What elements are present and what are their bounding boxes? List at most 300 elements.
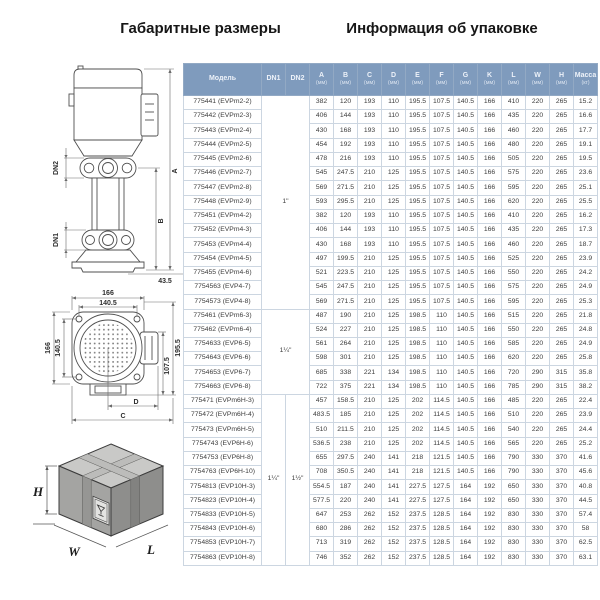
box-label-w: W <box>68 544 80 559</box>
pump-top-view-drawing <box>28 286 188 434</box>
dim-label-base: 43.5 <box>158 278 172 285</box>
model-cell: 775454 (EVPm4-5) <box>184 252 262 266</box>
value-cell: 210 <box>358 281 382 295</box>
value-cell: 370 <box>550 523 574 537</box>
value-cell: 655 <box>310 451 334 465</box>
value-cell: 210 <box>358 266 382 280</box>
value-cell: 58 <box>574 523 598 537</box>
value-cell: 265 <box>550 195 574 209</box>
table-row <box>184 238 598 252</box>
value-cell: 24.8 <box>574 323 598 337</box>
value-cell: 330 <box>526 494 550 508</box>
value-cell: 152 <box>382 523 406 537</box>
spec-table <box>183 63 598 566</box>
value-cell: 23.9 <box>574 409 598 423</box>
value-cell: 140.5 <box>454 309 478 323</box>
col-header-E: E (мм) <box>406 64 430 96</box>
table-row <box>184 494 598 508</box>
value-cell: 110 <box>430 337 454 351</box>
value-cell: 457 <box>310 394 334 408</box>
value-cell: 265 <box>550 337 574 351</box>
value-cell: 220 <box>526 152 550 166</box>
value-cell: 152 <box>382 551 406 565</box>
value-cell: 23.9 <box>574 252 598 266</box>
col-header-B: B (мм) <box>334 64 358 96</box>
value-cell: 166 <box>478 167 502 181</box>
value-cell: 240 <box>358 451 382 465</box>
value-cell: 220 <box>526 352 550 366</box>
value-cell: 107.5 <box>430 181 454 195</box>
value-cell: 193 <box>358 152 382 166</box>
value-cell: 460 <box>502 238 526 252</box>
value-cell: 198.5 <box>406 380 430 394</box>
value-cell: 140.5 <box>454 195 478 209</box>
value-cell: 218 <box>406 466 430 480</box>
value-cell: 265 <box>550 252 574 266</box>
value-cell: 330 <box>526 480 550 494</box>
value-cell: 237.5 <box>406 551 430 565</box>
value-cell: 140.5 <box>454 466 478 480</box>
value-cell: 35.8 <box>574 366 598 380</box>
value-cell: 315 <box>550 380 574 394</box>
value-cell: 192 <box>478 480 502 494</box>
value-cell: 195.5 <box>406 281 430 295</box>
value-cell: 247.5 <box>334 281 358 295</box>
value-cell: 265 <box>550 295 574 309</box>
value-cell: 62.5 <box>574 537 598 551</box>
dn-cell: 1¼" <box>262 309 310 394</box>
value-cell: 221 <box>358 380 382 394</box>
model-cell: 775442 (EVPm2-3) <box>184 110 262 124</box>
value-cell: 198.5 <box>406 337 430 351</box>
value-cell: 125 <box>382 437 406 451</box>
value-cell: 41.6 <box>574 451 598 465</box>
value-cell: 237.5 <box>406 508 430 522</box>
value-cell: 265 <box>550 96 574 110</box>
value-cell: 45.6 <box>574 466 598 480</box>
value-cell: 141 <box>382 480 406 494</box>
dn-cell: 1" <box>262 96 310 310</box>
model-cell: 775441 (EVPm2-2) <box>184 96 262 110</box>
value-cell: 125 <box>382 295 406 309</box>
value-cell: 110 <box>430 323 454 337</box>
value-cell: 25.1 <box>574 181 598 195</box>
value-cell: 227.5 <box>406 494 430 508</box>
value-cell: 240 <box>358 494 382 508</box>
value-cell: 830 <box>502 551 526 565</box>
value-cell: 166 <box>478 238 502 252</box>
value-cell: 21.8 <box>574 309 598 323</box>
value-cell: 319 <box>334 537 358 551</box>
value-cell: 190 <box>334 309 358 323</box>
table-row <box>184 466 598 480</box>
table-row <box>184 224 598 238</box>
value-cell: 220 <box>526 252 550 266</box>
value-cell: 240 <box>358 480 382 494</box>
value-cell: 265 <box>550 224 574 238</box>
value-cell: 195.5 <box>406 238 430 252</box>
model-cell: 775453 (EVPm4-4) <box>184 238 262 252</box>
value-cell: 25.8 <box>574 352 598 366</box>
value-cell: 330 <box>526 451 550 465</box>
value-cell: 650 <box>502 494 526 508</box>
value-cell: 478 <box>310 152 334 166</box>
value-cell: 22.4 <box>574 394 598 408</box>
value-cell: 264 <box>334 337 358 351</box>
packaging-box-drawing <box>33 430 193 566</box>
value-cell: 435 <box>502 110 526 124</box>
value-cell: 164 <box>454 480 478 494</box>
value-cell: 430 <box>310 238 334 252</box>
model-cell: 775445 (EVPm2-6) <box>184 152 262 166</box>
value-cell: 25.3 <box>574 295 598 309</box>
value-cell: 575 <box>502 281 526 295</box>
value-cell: 202 <box>406 437 430 451</box>
model-cell: 7754853 (EVP10H-7) <box>184 537 262 551</box>
value-cell: 620 <box>502 352 526 366</box>
value-cell: 63.1 <box>574 551 598 565</box>
value-cell: 140.5 <box>454 423 478 437</box>
value-cell: 598 <box>310 352 334 366</box>
value-cell: 350.5 <box>334 466 358 480</box>
value-cell: 406 <box>310 110 334 124</box>
value-cell: 166 <box>478 409 502 423</box>
value-cell: 460 <box>502 124 526 138</box>
value-cell: 107.5 <box>430 152 454 166</box>
value-cell: 125 <box>382 352 406 366</box>
value-cell: 220 <box>526 323 550 337</box>
value-cell: 554.5 <box>310 480 334 494</box>
value-cell: 24.9 <box>574 337 598 351</box>
value-cell: 192 <box>478 508 502 522</box>
value-cell: 187 <box>334 480 358 494</box>
value-cell: 220 <box>526 124 550 138</box>
value-cell: 220 <box>526 167 550 181</box>
value-cell: 210 <box>358 295 382 309</box>
value-cell: 410 <box>502 209 526 223</box>
value-cell: 107.5 <box>430 281 454 295</box>
table-row <box>184 209 598 223</box>
col-header-Модель: Модель <box>184 64 262 96</box>
value-cell: 195.5 <box>406 209 430 223</box>
model-cell: 7754843 (EVP10H-6) <box>184 523 262 537</box>
value-cell: 192 <box>334 138 358 152</box>
value-cell: 221 <box>358 366 382 380</box>
value-cell: 370 <box>550 551 574 565</box>
value-cell: 220 <box>526 195 550 209</box>
value-cell: 265 <box>550 181 574 195</box>
value-cell: 166 <box>478 96 502 110</box>
table-row <box>184 451 598 465</box>
value-cell: 265 <box>550 394 574 408</box>
value-cell: 193 <box>358 96 382 110</box>
value-cell: 265 <box>550 152 574 166</box>
value-cell: 140.5 <box>454 281 478 295</box>
value-cell: 195.5 <box>406 224 430 238</box>
value-cell: 382 <box>310 209 334 223</box>
dim-label-width-outer: 166 <box>102 290 114 297</box>
model-cell: 7754823 (EVP10H-4) <box>184 494 262 508</box>
value-cell: 238 <box>334 437 358 451</box>
value-cell: 192 <box>478 494 502 508</box>
value-cell: 107.5 <box>430 110 454 124</box>
value-cell: 125 <box>382 195 406 209</box>
value-cell: 227.5 <box>406 480 430 494</box>
value-cell: 220 <box>526 266 550 280</box>
model-cell: 775447 (EVPm2-8) <box>184 181 262 195</box>
value-cell: 140.5 <box>454 209 478 223</box>
value-cell: 140.5 <box>454 380 478 394</box>
value-cell: 140.5 <box>454 366 478 380</box>
value-cell: 647 <box>310 508 334 522</box>
value-cell: 195.5 <box>406 252 430 266</box>
value-cell: 410 <box>502 96 526 110</box>
col-header-H: H (мм) <box>550 64 574 96</box>
value-cell: 253 <box>334 508 358 522</box>
value-cell: 140.5 <box>454 352 478 366</box>
dim-label-dn1: DN1 <box>53 232 60 248</box>
model-cell: 7754563 (EVP4-7) <box>184 281 262 295</box>
value-cell: 144 <box>334 110 358 124</box>
value-cell: 240 <box>358 466 382 480</box>
value-cell: 140.5 <box>454 337 478 351</box>
value-cell: 198.5 <box>406 323 430 337</box>
dim-label-d: D <box>133 399 139 406</box>
model-cell: 775461 (EVPm6-3) <box>184 309 262 323</box>
col-header-W: W (мм) <box>526 64 550 96</box>
value-cell: 166 <box>478 437 502 451</box>
value-cell: 265 <box>550 167 574 181</box>
value-cell: 202 <box>406 409 430 423</box>
value-cell: 650 <box>502 480 526 494</box>
value-cell: 166 <box>478 152 502 166</box>
value-cell: 561 <box>310 337 334 351</box>
value-cell: 121.5 <box>430 451 454 465</box>
model-cell: 7754743 (EVP6H-6) <box>184 437 262 451</box>
value-cell: 722 <box>310 380 334 394</box>
value-cell: 830 <box>502 508 526 522</box>
value-cell: 140.5 <box>454 451 478 465</box>
value-cell: 220 <box>526 181 550 195</box>
value-cell: 110 <box>382 110 406 124</box>
value-cell: 830 <box>502 537 526 551</box>
value-cell: 110 <box>382 224 406 238</box>
value-cell: 265 <box>550 437 574 451</box>
value-cell: 220 <box>526 224 550 238</box>
value-cell: 198.5 <box>406 366 430 380</box>
value-cell: 262 <box>358 523 382 537</box>
model-cell: 7754573 (EVP4-8) <box>184 295 262 309</box>
value-cell: 140.5 <box>454 110 478 124</box>
value-cell: 220 <box>526 309 550 323</box>
value-cell: 685 <box>310 366 334 380</box>
table-row <box>184 380 598 394</box>
value-cell: 497 <box>310 252 334 266</box>
value-cell: 265 <box>550 124 574 138</box>
table-row <box>184 252 598 266</box>
col-header-C: C (мм) <box>358 64 382 96</box>
value-cell: 210 <box>358 409 382 423</box>
value-cell: 166 <box>478 352 502 366</box>
value-cell: 220 <box>526 394 550 408</box>
model-cell: 7754763 (EVP6H-10) <box>184 466 262 480</box>
box-label-h: H <box>33 484 44 499</box>
value-cell: 211.5 <box>334 423 358 437</box>
value-cell: 375 <box>334 380 358 394</box>
model-cell: 7754633 (EVP6-5) <box>184 337 262 351</box>
value-cell: 110 <box>430 366 454 380</box>
value-cell: 515 <box>502 309 526 323</box>
table-row <box>184 537 598 551</box>
table-row <box>184 337 598 351</box>
value-cell: 166 <box>478 110 502 124</box>
value-cell: 435 <box>502 224 526 238</box>
value-cell: 569 <box>310 295 334 309</box>
value-cell: 220 <box>526 138 550 152</box>
value-cell: 210 <box>358 167 382 181</box>
value-cell: 110 <box>430 309 454 323</box>
value-cell: 107.5 <box>430 124 454 138</box>
value-cell: 164 <box>454 508 478 522</box>
model-cell: 775472 (EVPm6H-4) <box>184 409 262 423</box>
value-cell: 290 <box>526 380 550 394</box>
value-cell: 195.5 <box>406 167 430 181</box>
value-cell: 521 <box>310 266 334 280</box>
value-cell: 140.5 <box>454 323 478 337</box>
col-header-D: D (мм) <box>382 64 406 96</box>
value-cell: 830 <box>502 523 526 537</box>
value-cell: 140.5 <box>454 96 478 110</box>
value-cell: 785 <box>502 380 526 394</box>
model-cell: 7754653 (EVP6-7) <box>184 366 262 380</box>
value-cell: 265 <box>550 238 574 252</box>
value-cell: 295.5 <box>334 195 358 209</box>
value-cell: 370 <box>550 494 574 508</box>
value-cell: 790 <box>502 466 526 480</box>
value-cell: 38.2 <box>574 380 598 394</box>
value-cell: 107.5 <box>430 209 454 223</box>
value-cell: 164 <box>454 494 478 508</box>
table-row <box>184 281 598 295</box>
value-cell: 210 <box>358 337 382 351</box>
value-cell: 510 <box>502 409 526 423</box>
value-cell: 164 <box>454 551 478 565</box>
dim-label-width-inner: 140.5 <box>99 300 117 307</box>
value-cell: 195.5 <box>406 295 430 309</box>
value-cell: 330 <box>526 523 550 537</box>
value-cell: 166 <box>478 337 502 351</box>
value-cell: 193 <box>358 110 382 124</box>
value-cell: 746 <box>310 551 334 565</box>
value-cell: 24.9 <box>574 281 598 295</box>
value-cell: 195.5 <box>406 124 430 138</box>
value-cell: 510 <box>310 423 334 437</box>
value-cell: 210 <box>358 252 382 266</box>
value-cell: 545 <box>310 281 334 295</box>
table-row <box>184 480 598 494</box>
value-cell: 25.5 <box>574 195 598 209</box>
table-row <box>184 181 598 195</box>
table-row <box>184 309 598 323</box>
value-cell: 330 <box>526 551 550 565</box>
value-cell: 505 <box>502 152 526 166</box>
value-cell: 193 <box>358 138 382 152</box>
value-cell: 140.5 <box>454 394 478 408</box>
value-cell: 110 <box>430 380 454 394</box>
value-cell: 265 <box>550 409 574 423</box>
table-row <box>184 409 598 423</box>
value-cell: 195.5 <box>406 96 430 110</box>
value-cell: 107.5 <box>430 195 454 209</box>
value-cell: 595 <box>502 181 526 195</box>
value-cell: 265 <box>550 209 574 223</box>
value-cell: 195.5 <box>406 266 430 280</box>
value-cell: 220 <box>526 238 550 252</box>
value-cell: 220 <box>526 110 550 124</box>
value-cell: 406 <box>310 224 334 238</box>
value-cell: 134 <box>382 380 406 394</box>
value-cell: 195.5 <box>406 195 430 209</box>
dim-label-dn2: DN2 <box>53 160 60 176</box>
value-cell: 210 <box>358 309 382 323</box>
value-cell: 220 <box>526 437 550 451</box>
value-cell: 210 <box>358 352 382 366</box>
value-cell: 193 <box>358 124 382 138</box>
model-cell: 7754643 (EVP6-6) <box>184 352 262 366</box>
value-cell: 140.5 <box>454 138 478 152</box>
value-cell: 370 <box>550 508 574 522</box>
dim-label-right-inner: 107.5 <box>164 357 171 375</box>
value-cell: 195.5 <box>406 138 430 152</box>
value-cell: 487 <box>310 309 334 323</box>
value-cell: 286 <box>334 523 358 537</box>
model-cell: 7754813 (EVP10H-3) <box>184 480 262 494</box>
value-cell: 262 <box>358 551 382 565</box>
value-cell: 110 <box>382 138 406 152</box>
value-cell: 210 <box>358 394 382 408</box>
value-cell: 166 <box>478 380 502 394</box>
value-cell: 19.5 <box>574 152 598 166</box>
value-cell: 16.6 <box>574 110 598 124</box>
spec-table-body <box>184 96 598 566</box>
value-cell: 220 <box>526 295 550 309</box>
section-title-dimensions: Габаритные размеры <box>120 20 281 37</box>
table-row <box>184 508 598 522</box>
value-cell: 166 <box>478 451 502 465</box>
spec-table-head <box>184 64 598 96</box>
table-row <box>184 437 598 451</box>
value-cell: 210 <box>358 423 382 437</box>
value-cell: 125 <box>382 281 406 295</box>
value-cell: 125 <box>382 323 406 337</box>
value-cell: 265 <box>550 266 574 280</box>
col-header-A: A (мм) <box>310 64 334 96</box>
model-cell: 775471 (EVPm6H-3) <box>184 394 262 408</box>
model-cell: 7754663 (EVP6-8) <box>184 380 262 394</box>
col-header-F: F (мм) <box>430 64 454 96</box>
value-cell: 166 <box>478 423 502 437</box>
value-cell: 134 <box>382 366 406 380</box>
dn-cell: 1½" <box>286 394 310 565</box>
value-cell: 550 <box>502 266 526 280</box>
dim-label-right-outer: 195.5 <box>175 339 182 357</box>
value-cell: 223.5 <box>334 266 358 280</box>
value-cell: 44.5 <box>574 494 598 508</box>
value-cell: 17.3 <box>574 224 598 238</box>
value-cell: 140.5 <box>454 224 478 238</box>
value-cell: 144 <box>334 224 358 238</box>
value-cell: 166 <box>478 366 502 380</box>
